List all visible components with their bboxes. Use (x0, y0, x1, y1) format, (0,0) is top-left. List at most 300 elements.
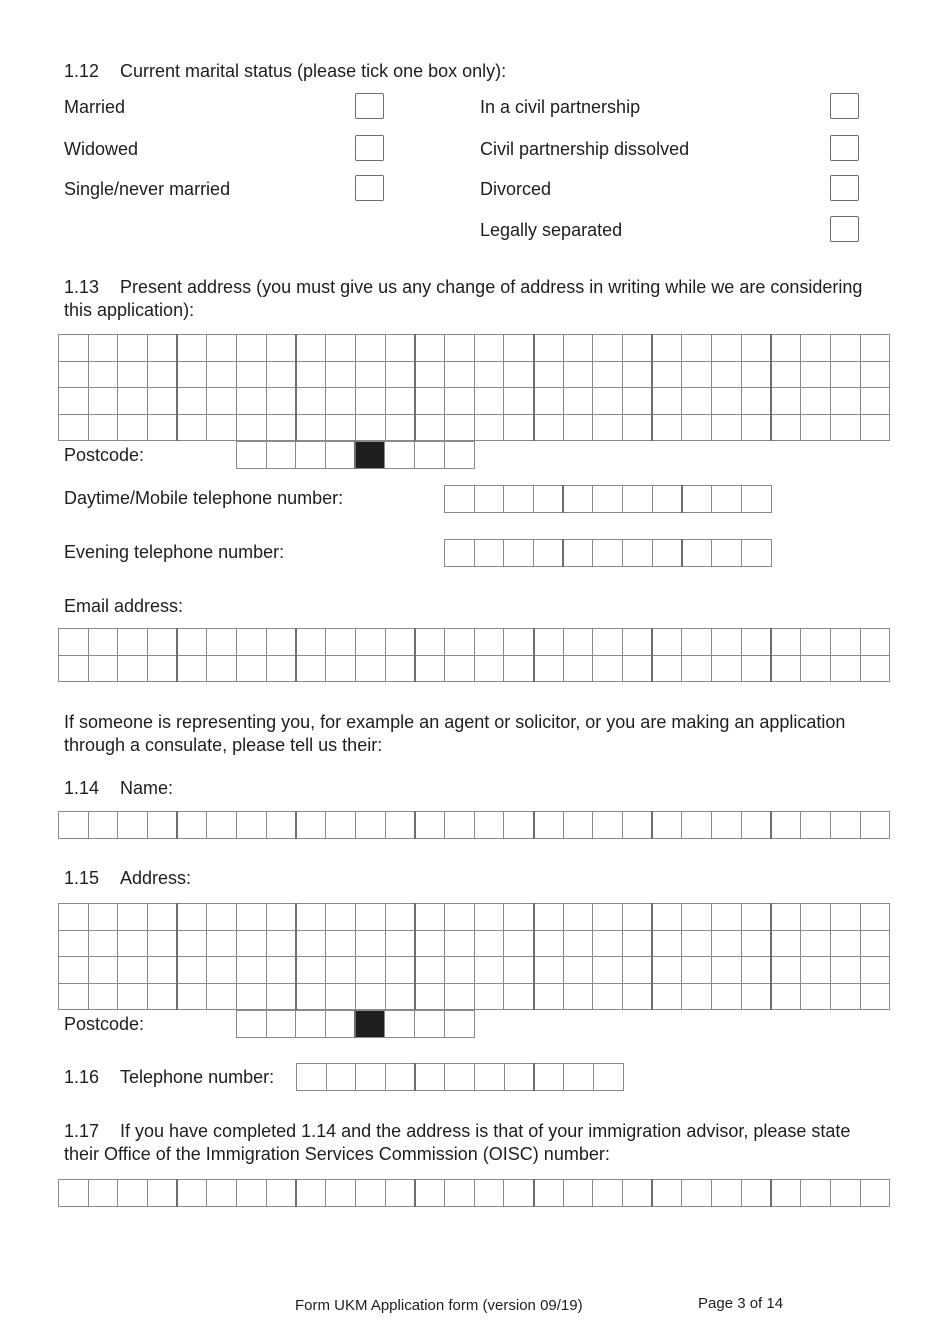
character-box[interactable] (652, 904, 682, 931)
character-box[interactable] (385, 983, 415, 1010)
character-box[interactable] (771, 361, 801, 388)
character-box[interactable] (266, 812, 296, 839)
character-box[interactable] (415, 983, 445, 1010)
character-box[interactable] (118, 1180, 148, 1207)
character-box[interactable] (474, 930, 504, 957)
character-box[interactable] (682, 812, 712, 839)
character-box[interactable] (652, 957, 682, 984)
rep-address-grid[interactable] (58, 903, 890, 1010)
character-box[interactable] (355, 983, 385, 1010)
character-box[interactable] (534, 983, 564, 1010)
character-box[interactable] (504, 655, 534, 682)
character-box[interactable] (326, 414, 356, 441)
postcode-grid[interactable] (236, 441, 475, 469)
character-box[interactable] (177, 388, 207, 415)
character-box[interactable] (504, 486, 534, 513)
character-box[interactable] (682, 361, 712, 388)
character-box[interactable] (207, 1180, 237, 1207)
character-box[interactable] (148, 957, 178, 984)
email-grid[interactable] (58, 628, 890, 682)
character-box[interactable] (652, 629, 682, 656)
character-box[interactable] (326, 1180, 356, 1207)
character-box[interactable] (504, 904, 534, 931)
character-box[interactable] (59, 904, 89, 931)
character-box[interactable] (563, 904, 593, 931)
character-box[interactable] (118, 957, 148, 984)
character-box[interactable] (385, 629, 415, 656)
character-box[interactable] (504, 414, 534, 441)
character-box[interactable] (237, 655, 267, 682)
character-box[interactable] (563, 629, 593, 656)
character-box[interactable] (860, 655, 890, 682)
character-box[interactable] (444, 1011, 474, 1038)
character-box[interactable] (801, 414, 831, 441)
character-box[interactable] (474, 983, 504, 1010)
character-box[interactable] (296, 629, 326, 656)
character-box[interactable] (652, 930, 682, 957)
character-box[interactable] (682, 983, 712, 1010)
character-box[interactable] (326, 957, 356, 984)
character-box[interactable] (207, 388, 237, 415)
character-box[interactable] (652, 486, 682, 513)
character-box[interactable] (237, 388, 267, 415)
character-box[interactable] (652, 388, 682, 415)
character-box[interactable] (444, 957, 474, 984)
character-box[interactable] (623, 957, 653, 984)
character-box[interactable] (623, 930, 653, 957)
character-box[interactable] (474, 414, 504, 441)
character-box[interactable] (445, 1064, 475, 1091)
character-box[interactable] (830, 629, 860, 656)
character-box[interactable] (445, 486, 475, 513)
character-box[interactable] (385, 812, 415, 839)
character-box[interactable] (623, 655, 653, 682)
character-box[interactable] (504, 361, 534, 388)
character-box[interactable] (88, 629, 118, 656)
checkbox-divorced[interactable] (830, 175, 859, 201)
character-box[interactable] (385, 1180, 415, 1207)
character-box[interactable] (415, 812, 445, 839)
character-box[interactable] (504, 1180, 534, 1207)
character-box[interactable] (88, 904, 118, 931)
character-box[interactable] (652, 983, 682, 1010)
character-box[interactable] (88, 957, 118, 984)
character-box[interactable] (177, 335, 207, 362)
character-box[interactable] (88, 930, 118, 957)
day-phone-grid[interactable] (444, 485, 772, 513)
character-box[interactable] (712, 983, 742, 1010)
character-box[interactable] (623, 983, 653, 1010)
character-box[interactable] (771, 388, 801, 415)
character-box[interactable] (741, 540, 771, 567)
character-box[interactable] (474, 540, 504, 567)
character-box[interactable] (296, 655, 326, 682)
character-box[interactable] (118, 629, 148, 656)
character-box[interactable] (296, 388, 326, 415)
character-box[interactable] (59, 983, 89, 1010)
character-box[interactable] (504, 930, 534, 957)
character-box[interactable] (355, 930, 385, 957)
character-box[interactable] (415, 442, 445, 469)
character-box[interactable] (741, 655, 771, 682)
character-box[interactable] (830, 655, 860, 682)
character-box[interactable] (296, 957, 326, 984)
character-box[interactable] (326, 1011, 356, 1038)
character-box[interactable] (801, 983, 831, 1010)
character-box[interactable] (355, 361, 385, 388)
character-box[interactable] (118, 655, 148, 682)
character-box[interactable] (415, 414, 445, 441)
character-box[interactable] (148, 1180, 178, 1207)
character-box[interactable] (830, 983, 860, 1010)
character-box[interactable] (712, 629, 742, 656)
character-box[interactable] (712, 335, 742, 362)
character-box[interactable] (444, 629, 474, 656)
character-box[interactable] (266, 629, 296, 656)
character-box[interactable] (444, 983, 474, 1010)
character-box[interactable] (801, 957, 831, 984)
checkbox-married[interactable] (355, 93, 384, 119)
character-box[interactable] (445, 540, 475, 567)
character-box[interactable] (474, 957, 504, 984)
character-box[interactable] (118, 983, 148, 1010)
character-box[interactable] (355, 655, 385, 682)
character-box[interactable] (741, 812, 771, 839)
character-box[interactable] (326, 629, 356, 656)
character-box[interactable] (534, 414, 564, 441)
character-box[interactable] (237, 442, 267, 469)
character-box[interactable] (296, 1180, 326, 1207)
character-box[interactable] (415, 1011, 445, 1038)
character-box[interactable] (563, 486, 593, 513)
character-box[interactable] (237, 957, 267, 984)
character-box[interactable] (682, 388, 712, 415)
character-box[interactable] (860, 1180, 890, 1207)
character-box[interactable] (474, 361, 504, 388)
character-box[interactable] (593, 361, 623, 388)
character-box[interactable] (415, 629, 445, 656)
character-box[interactable] (415, 655, 445, 682)
character-box[interactable] (386, 1064, 416, 1091)
character-box[interactable] (237, 335, 267, 362)
character-box[interactable] (623, 812, 653, 839)
checkbox-civil-partnership[interactable] (830, 93, 859, 119)
character-box[interactable] (148, 983, 178, 1010)
character-box[interactable] (118, 388, 148, 415)
character-box[interactable] (771, 1180, 801, 1207)
character-box[interactable] (474, 904, 504, 931)
character-box[interactable] (504, 1064, 534, 1091)
character-box[interactable] (177, 629, 207, 656)
character-box[interactable] (88, 812, 118, 839)
character-box[interactable] (741, 983, 771, 1010)
character-box[interactable] (326, 904, 356, 931)
character-box[interactable] (118, 812, 148, 839)
character-box[interactable] (385, 361, 415, 388)
character-box[interactable] (59, 957, 89, 984)
character-box[interactable] (534, 812, 564, 839)
character-box[interactable] (682, 1180, 712, 1207)
character-box[interactable] (504, 388, 534, 415)
checkbox-single[interactable] (355, 175, 384, 201)
character-box[interactable] (860, 388, 890, 415)
character-box[interactable] (266, 388, 296, 415)
character-box[interactable] (415, 957, 445, 984)
character-box[interactable] (741, 335, 771, 362)
character-box[interactable] (474, 388, 504, 415)
character-box[interactable] (177, 655, 207, 682)
character-box[interactable] (771, 957, 801, 984)
character-box[interactable] (266, 414, 296, 441)
character-box[interactable] (444, 361, 474, 388)
character-box[interactable] (415, 1180, 445, 1207)
character-box[interactable] (741, 930, 771, 957)
character-box[interactable] (682, 957, 712, 984)
character-box[interactable] (296, 335, 326, 362)
character-box[interactable] (623, 486, 653, 513)
rep-name-grid[interactable] (58, 811, 890, 839)
character-box[interactable] (444, 414, 474, 441)
character-box[interactable] (385, 655, 415, 682)
present-address-grid[interactable] (58, 334, 890, 441)
character-box[interactable] (860, 361, 890, 388)
checkbox-civil-partnership-dissolved[interactable] (830, 135, 859, 161)
character-box[interactable] (148, 904, 178, 931)
character-box[interactable] (177, 361, 207, 388)
character-box[interactable] (118, 335, 148, 362)
character-box[interactable] (593, 629, 623, 656)
character-box[interactable] (593, 812, 623, 839)
character-box[interactable] (148, 335, 178, 362)
character-box[interactable] (355, 388, 385, 415)
character-box[interactable] (444, 930, 474, 957)
character-box[interactable] (801, 335, 831, 362)
character-box[interactable] (237, 812, 267, 839)
character-box[interactable] (712, 930, 742, 957)
character-box[interactable] (741, 388, 771, 415)
character-box[interactable] (830, 957, 860, 984)
character-box[interactable] (652, 361, 682, 388)
character-box[interactable] (266, 442, 296, 469)
character-box[interactable] (266, 335, 296, 362)
character-box[interactable] (237, 930, 267, 957)
character-box[interactable] (534, 1064, 564, 1091)
character-box[interactable] (296, 983, 326, 1010)
character-box[interactable] (860, 957, 890, 984)
character-box[interactable] (148, 414, 178, 441)
character-box[interactable] (59, 629, 89, 656)
character-box[interactable] (177, 930, 207, 957)
character-box[interactable] (177, 957, 207, 984)
character-box[interactable] (444, 904, 474, 931)
character-box[interactable] (860, 629, 890, 656)
character-box[interactable] (830, 812, 860, 839)
character-box[interactable] (563, 957, 593, 984)
character-box[interactable] (534, 335, 564, 362)
character-box[interactable] (652, 812, 682, 839)
character-box[interactable] (266, 930, 296, 957)
character-box[interactable] (623, 414, 653, 441)
character-box[interactable] (237, 629, 267, 656)
rep-phone-grid[interactable] (296, 1063, 624, 1091)
character-box[interactable] (385, 388, 415, 415)
character-box[interactable] (771, 904, 801, 931)
character-box[interactable] (474, 1180, 504, 1207)
character-box[interactable] (118, 414, 148, 441)
character-box[interactable] (326, 1064, 356, 1091)
character-box[interactable] (563, 930, 593, 957)
character-box[interactable] (593, 904, 623, 931)
character-box[interactable] (326, 442, 356, 469)
character-box[interactable] (652, 414, 682, 441)
character-box[interactable] (296, 361, 326, 388)
character-box[interactable] (593, 655, 623, 682)
character-box[interactable] (504, 957, 534, 984)
character-box[interactable] (326, 655, 356, 682)
character-box[interactable] (207, 335, 237, 362)
character-box[interactable] (534, 486, 564, 513)
character-box[interactable] (207, 414, 237, 441)
character-box[interactable] (563, 540, 593, 567)
character-box[interactable] (88, 1180, 118, 1207)
character-box[interactable] (296, 930, 326, 957)
character-box[interactable] (623, 540, 653, 567)
character-box[interactable] (860, 414, 890, 441)
character-box[interactable] (237, 361, 267, 388)
character-box[interactable] (801, 1180, 831, 1207)
character-box[interactable] (534, 655, 564, 682)
character-box[interactable] (593, 540, 623, 567)
character-box[interactable] (415, 904, 445, 931)
character-box[interactable] (474, 655, 504, 682)
character-box[interactable] (474, 812, 504, 839)
character-box[interactable] (355, 904, 385, 931)
character-box[interactable] (118, 904, 148, 931)
character-box[interactable] (207, 812, 237, 839)
character-box[interactable] (712, 388, 742, 415)
character-box[interactable] (296, 414, 326, 441)
character-box[interactable] (415, 388, 445, 415)
character-box[interactable] (355, 1180, 385, 1207)
character-box[interactable] (801, 904, 831, 931)
character-box[interactable] (207, 930, 237, 957)
character-box[interactable] (534, 361, 564, 388)
character-box[interactable] (59, 812, 89, 839)
character-box[interactable] (563, 361, 593, 388)
character-box[interactable] (534, 957, 564, 984)
character-box[interactable] (237, 904, 267, 931)
character-box[interactable] (385, 904, 415, 931)
character-box[interactable] (266, 983, 296, 1010)
character-box[interactable] (326, 335, 356, 362)
character-box[interactable] (712, 957, 742, 984)
character-box[interactable] (801, 812, 831, 839)
character-box[interactable] (652, 335, 682, 362)
character-box[interactable] (563, 414, 593, 441)
character-box[interactable] (356, 1064, 386, 1091)
character-box[interactable] (475, 1064, 505, 1091)
character-box[interactable] (801, 361, 831, 388)
character-box[interactable] (712, 361, 742, 388)
character-box[interactable] (326, 812, 356, 839)
character-box[interactable] (593, 335, 623, 362)
character-box[interactable] (148, 655, 178, 682)
character-box[interactable] (88, 361, 118, 388)
character-box[interactable] (712, 1180, 742, 1207)
character-box[interactable] (593, 930, 623, 957)
character-box[interactable] (385, 930, 415, 957)
character-box[interactable] (563, 335, 593, 362)
character-box[interactable] (88, 983, 118, 1010)
character-box[interactable] (771, 930, 801, 957)
character-box[interactable] (830, 335, 860, 362)
checkbox-widowed[interactable] (355, 135, 384, 161)
character-box[interactable] (237, 983, 267, 1010)
character-box[interactable] (830, 1180, 860, 1207)
character-box[interactable] (296, 442, 326, 469)
oisc-number-grid[interactable] (58, 1179, 890, 1207)
character-box[interactable] (266, 655, 296, 682)
character-box[interactable] (771, 335, 801, 362)
character-box[interactable] (771, 655, 801, 682)
character-box[interactable] (801, 629, 831, 656)
character-box[interactable] (444, 655, 474, 682)
character-box[interactable] (385, 957, 415, 984)
character-box[interactable] (860, 335, 890, 362)
character-box[interactable] (563, 812, 593, 839)
character-box[interactable] (652, 1180, 682, 1207)
character-box[interactable] (266, 361, 296, 388)
character-box[interactable] (593, 388, 623, 415)
character-box[interactable] (355, 957, 385, 984)
character-box[interactable] (563, 983, 593, 1010)
character-box[interactable] (355, 414, 385, 441)
character-box[interactable] (148, 629, 178, 656)
character-box[interactable] (593, 1064, 623, 1091)
character-box[interactable] (801, 655, 831, 682)
character-box[interactable] (771, 812, 801, 839)
character-box[interactable] (564, 1064, 594, 1091)
character-box[interactable] (504, 812, 534, 839)
character-box[interactable] (534, 388, 564, 415)
character-box[interactable] (563, 1180, 593, 1207)
character-box[interactable] (623, 335, 653, 362)
character-box[interactable] (415, 1064, 445, 1091)
character-box[interactable] (266, 1011, 296, 1038)
character-box[interactable] (682, 930, 712, 957)
character-box[interactable] (741, 957, 771, 984)
character-box[interactable] (177, 812, 207, 839)
character-box[interactable] (326, 930, 356, 957)
character-box[interactable] (771, 414, 801, 441)
character-box[interactable] (88, 414, 118, 441)
character-box[interactable] (296, 812, 326, 839)
character-box[interactable] (88, 655, 118, 682)
character-box[interactable] (623, 629, 653, 656)
character-box[interactable] (534, 629, 564, 656)
character-box[interactable] (237, 1180, 267, 1207)
character-box[interactable] (59, 930, 89, 957)
character-box[interactable] (444, 812, 474, 839)
character-box[interactable] (444, 1180, 474, 1207)
character-box[interactable] (504, 335, 534, 362)
character-box[interactable] (118, 361, 148, 388)
character-box[interactable] (415, 361, 445, 388)
character-box[interactable] (741, 414, 771, 441)
character-box[interactable] (207, 957, 237, 984)
character-box[interactable] (118, 930, 148, 957)
character-box[interactable] (534, 1180, 564, 1207)
